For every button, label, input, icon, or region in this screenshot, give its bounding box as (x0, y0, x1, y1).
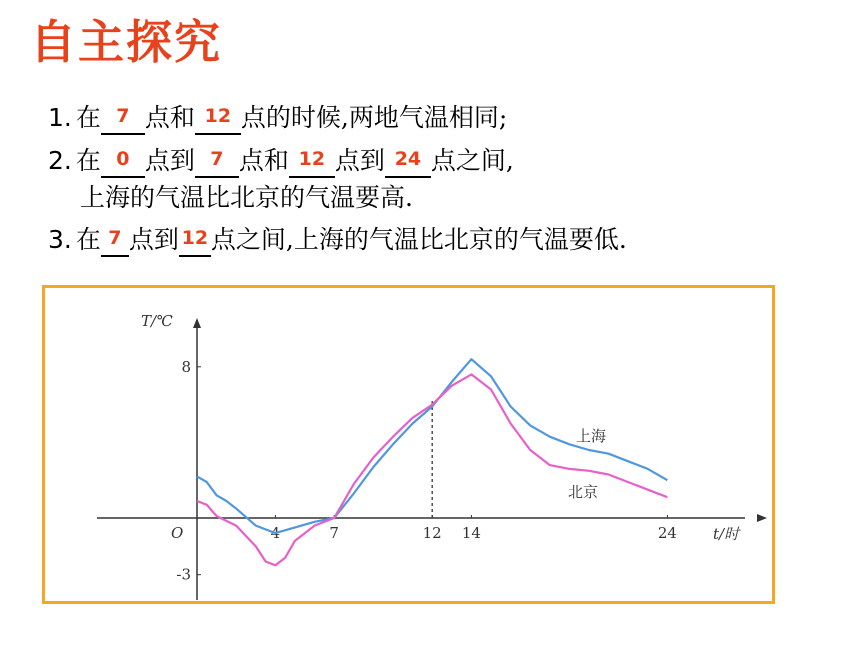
x-axis-label: t/时 (713, 525, 740, 543)
answer-text: 7 (210, 148, 224, 170)
answer-blank[interactable] (195, 105, 241, 135)
series-line-shanghai (197, 359, 667, 533)
x-tick-label: 14 (461, 524, 481, 542)
question-line (80, 178, 413, 214)
y-tick-label: -3 (176, 565, 191, 584)
answer-blank[interactable] (179, 227, 211, 257)
question-number: 2. (48, 146, 72, 175)
question-text: 点和 (238, 146, 289, 175)
origin-label: O (171, 524, 184, 542)
question-text: 点的时候,两地气温相同; (240, 103, 508, 132)
answer-text: 12 (181, 227, 209, 249)
question-line (48, 141, 514, 178)
answer-blank[interactable] (289, 148, 335, 178)
answer-text: 7 (108, 227, 122, 249)
answer-blank[interactable] (101, 227, 129, 257)
question-text: 点到 (128, 225, 179, 254)
question-text: 在 (75, 225, 101, 254)
answer-text: 12 (204, 105, 232, 127)
answer-blank[interactable] (195, 148, 239, 178)
y-tick-label: 8 (181, 357, 191, 376)
x-tick-label: 7 (329, 524, 339, 542)
answer-text: 0 (116, 148, 130, 170)
answer-text: 24 (394, 148, 422, 170)
answer-blank[interactable] (101, 105, 145, 135)
question-text: 点到 (334, 146, 385, 175)
y-axis-label: T/℃ (141, 312, 173, 330)
question-text: 在 (75, 103, 101, 132)
series-label: 北京 (568, 483, 599, 501)
chart-svg (45, 288, 772, 601)
y-axis-arrow (193, 318, 201, 328)
x-tick-label: 24 (657, 524, 677, 542)
series-label: 上海 (576, 427, 607, 445)
question-text: 点到 (144, 146, 195, 175)
question-text: 点和 (144, 103, 195, 132)
page-title: 自主探究 (30, 15, 222, 69)
question-text: 在 (75, 146, 101, 175)
x-tick-label: 4 (270, 524, 281, 542)
question-text: 点之间, (430, 146, 514, 175)
answer-text: 7 (116, 105, 130, 127)
x-axis-arrow (757, 514, 767, 522)
question-text: 点之间,上海的气温比北京的气温要低. (210, 225, 627, 254)
answer-blank[interactable] (101, 148, 145, 178)
x-tick-label: 12 (422, 524, 442, 542)
answer-text: 12 (298, 148, 326, 170)
question-line (48, 220, 627, 257)
question-number: 3. (48, 225, 72, 254)
answer-blank[interactable] (385, 148, 431, 178)
question-text: 上海的气温比北京的气温要高. (80, 183, 413, 212)
temperature-chart (42, 285, 775, 604)
question-line (48, 98, 507, 135)
question-number: 1. (48, 103, 72, 132)
